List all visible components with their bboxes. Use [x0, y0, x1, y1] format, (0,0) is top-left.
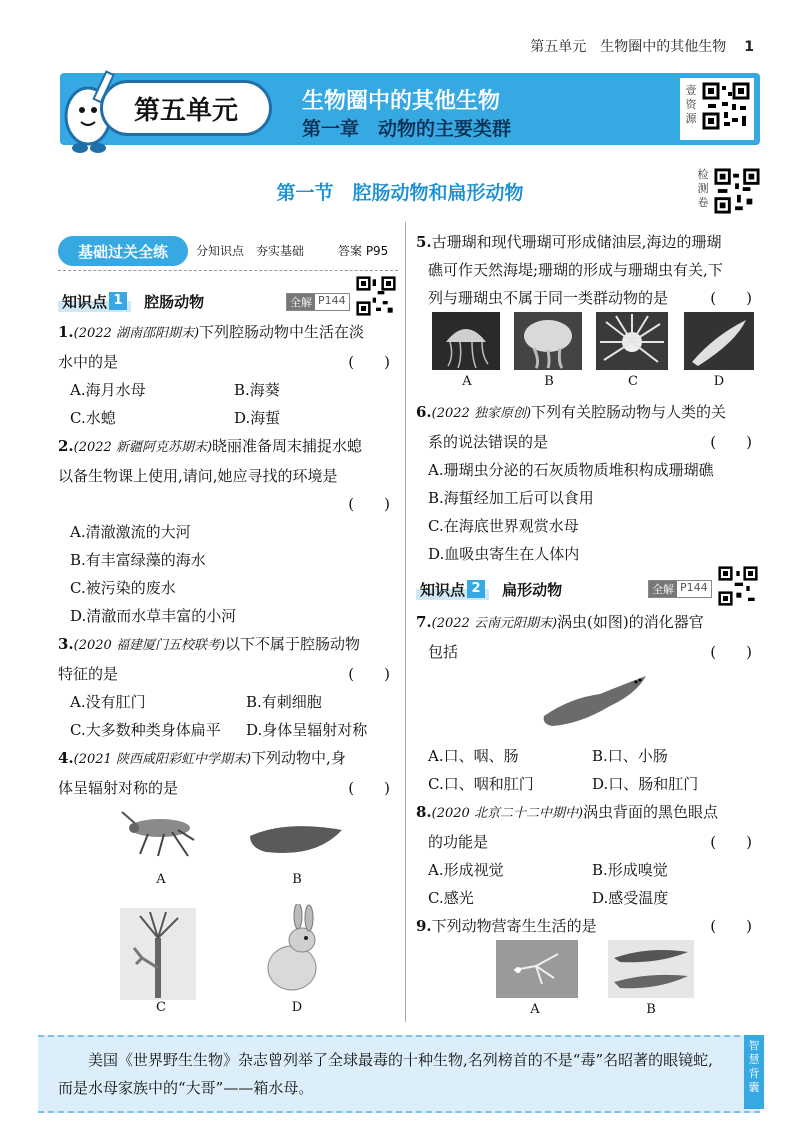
- option-a[interactable]: A.珊瑚虫分泌的石灰质物质堆积构成珊瑚礁: [428, 461, 714, 479]
- option-b[interactable]: B.形成嗅觉: [592, 861, 668, 879]
- question-5: [416, 228, 760, 256]
- question-text: 系的说法错误的是: [428, 433, 549, 451]
- answer-blank[interactable]: ( ): [348, 665, 390, 683]
- option-d[interactable]: D.血吸虫寄生在人体内: [428, 545, 580, 563]
- divider-line: [58, 270, 398, 271]
- right-column-q6: [416, 398, 760, 568]
- kp1-header: [58, 290, 204, 312]
- grasshopper-image: [118, 800, 198, 864]
- image-caption: A: [156, 872, 166, 887]
- option-c[interactable]: C.被污染的废水: [70, 579, 176, 597]
- unit-label: 第五单元: [100, 80, 272, 136]
- question-source: (2021 陕西咸阳彩虹中学期末): [73, 752, 252, 767]
- qr-code-icon[interactable]: [718, 566, 758, 606]
- question-number: 5.: [416, 233, 432, 251]
- qr-code-icon[interactable]: [702, 82, 750, 130]
- hydra-image: [120, 908, 196, 1000]
- tapeworm-image: [608, 940, 694, 998]
- full-solution-tag[interactable]: [648, 580, 712, 598]
- rabbit-image: [262, 904, 332, 996]
- question-6: [416, 398, 760, 428]
- question-text: 礁可作天然海堤;珊瑚的形成与珊瑚虫有关,下: [428, 261, 723, 279]
- question-text: 特征的是: [58, 665, 119, 683]
- answer-blank[interactable]: ( ): [348, 495, 390, 513]
- option-b[interactable]: B.有丰富绿藻的海水: [70, 551, 206, 569]
- question-source: (2022 新疆阿克苏期末): [73, 440, 213, 455]
- answer-blank[interactable]: ( ): [710, 833, 752, 851]
- flatworm-image: [246, 818, 346, 862]
- footer-text: 美国《世界野生生物》杂志曾列举了全球最毒的十种生物,名列榜首的不是“毒”名昭著的眼镜蛇,而是水母家族中的“大哥”——箱水母。: [58, 1051, 713, 1097]
- option-c[interactable]: C.口、咽和肛门: [428, 775, 534, 793]
- image-caption: A: [462, 374, 472, 389]
- full-solution-page: P144: [318, 294, 346, 307]
- question-number: 4.: [58, 749, 74, 767]
- answer-blank[interactable]: ( ): [710, 643, 752, 661]
- question-text: 古珊瑚和现代珊瑚可形成储油层,海边的珊瑚: [431, 233, 722, 251]
- qr-code-icon[interactable]: [356, 276, 396, 316]
- basic-subtitle: 分知识点 夯实基础: [196, 244, 305, 258]
- question-text: 下列腔肠动物中生活在淡: [199, 323, 365, 341]
- option-b[interactable]: B.海蜇经加工后可以食用: [428, 489, 594, 507]
- option-a[interactable]: A.没有肛门: [70, 693, 146, 711]
- question-number: 6.: [416, 403, 432, 421]
- option-a[interactable]: A.清澈激流的大河: [70, 523, 191, 541]
- option-d[interactable]: D.清澈而水草丰富的小河: [70, 607, 237, 625]
- kp-number: 1: [109, 292, 127, 310]
- image-caption: C: [628, 374, 638, 389]
- image-caption: D: [713, 374, 725, 389]
- kp-title: 腔肠动物: [144, 292, 205, 311]
- image-caption: B: [544, 374, 554, 389]
- question-text: 涡虫(如图)的消化器官: [557, 613, 704, 631]
- jellyfish-image: [432, 312, 500, 370]
- question-text: 晓丽准备周末捕捉水螅: [212, 437, 363, 455]
- question-text: 以备生物课上使用,请问,她应寻找的环境是: [58, 467, 338, 485]
- answer-blank[interactable]: ( ): [710, 289, 752, 307]
- question-3: [58, 630, 398, 660]
- option-c[interactable]: C.在海底世界观赏水母: [428, 517, 579, 535]
- answer-blank[interactable]: ( ): [348, 353, 390, 371]
- question-text: 涡虫背面的黑色眼点: [583, 803, 719, 821]
- option-d[interactable]: D.感受温度: [592, 889, 669, 907]
- option-b[interactable]: B.有刺细胞: [246, 693, 322, 711]
- knowledge-point-tag: [416, 578, 489, 600]
- full-solution-page: P144: [680, 581, 708, 594]
- section-title: 第一节 腔肠动物和扁形动物: [276, 182, 524, 204]
- answer-blank[interactable]: ( ): [348, 779, 390, 797]
- question-4: [58, 744, 398, 774]
- question-number: 8.: [416, 803, 432, 821]
- question-8: [416, 798, 760, 828]
- blood-fluke-image: [496, 940, 578, 998]
- option-c[interactable]: C.大多数种类身体扁平: [70, 721, 221, 739]
- image-caption: C: [156, 1000, 166, 1015]
- running-header: [530, 36, 754, 56]
- question-number: 1.: [58, 323, 74, 341]
- option-d[interactable]: D.身体呈辐射对称: [246, 721, 368, 739]
- question-text: 下列动物营寄生生活的是: [431, 917, 597, 935]
- question-number: 2.: [58, 437, 74, 455]
- question-number: 3.: [58, 635, 74, 653]
- question-7: [416, 608, 760, 638]
- question-1: [58, 318, 398, 348]
- question-source: (2022 云南元阳期末): [431, 616, 558, 631]
- image-caption: B: [292, 872, 302, 887]
- kp2-header: [416, 578, 562, 600]
- sea-anemone-image: [596, 312, 668, 370]
- question-number: 9.: [416, 917, 432, 935]
- right-column-q7-opts: [416, 742, 760, 940]
- image-caption: A: [530, 1002, 540, 1017]
- option-a[interactable]: A.口、咽、肠: [428, 747, 519, 765]
- planarian-image: [684, 312, 754, 370]
- question-text: 的功能是: [428, 833, 489, 851]
- running-header-text: 第五单元 生物圈中的其他生物: [530, 39, 727, 55]
- unit-title: 生物圈中的其他生物: [302, 89, 501, 114]
- option-b[interactable]: B.海葵: [234, 381, 280, 399]
- option-c[interactable]: C.水螅: [70, 409, 116, 427]
- option-a[interactable]: A.海月水母: [70, 381, 146, 399]
- question-2: [58, 432, 398, 462]
- option-b[interactable]: B.口、小肠: [592, 747, 668, 765]
- full-solution-label: 全解: [287, 294, 315, 310]
- question-text: 包括: [428, 643, 459, 661]
- question-text: 以下不属于腔肠动物: [225, 635, 361, 653]
- question-source: (2020 北京二十二中期中): [431, 806, 584, 821]
- question-text: 下列动物中,身: [251, 749, 346, 767]
- right-column-q7: [416, 608, 760, 666]
- answer-blank[interactable]: ( ): [710, 433, 752, 451]
- footer-tab: 智慧背囊: [744, 1035, 764, 1109]
- image-caption: D: [291, 1000, 303, 1015]
- question-text: 下列有关腔肠动物与人类的关: [531, 403, 727, 421]
- question-number: 7.: [416, 613, 432, 631]
- full-solution-tag[interactable]: [286, 293, 350, 311]
- chapter-title: 第一章 动物的主要类群: [302, 118, 512, 140]
- question-text: 列与珊瑚虫不属于同一类群动物的是: [428, 289, 669, 307]
- right-column: [416, 228, 760, 312]
- answer-ref: 答案 P95: [338, 244, 389, 258]
- resource-label: 壹资源: [685, 84, 697, 125]
- kp-label: 知识点: [62, 292, 108, 311]
- question-9: [416, 912, 760, 940]
- full-solution-label: 全解: [649, 581, 677, 597]
- page-number: 1: [744, 39, 754, 55]
- option-d[interactable]: D.海蜇: [234, 409, 281, 427]
- qr-code-icon[interactable]: [714, 168, 760, 214]
- kp-number: 2: [467, 580, 485, 598]
- kp-label: 知识点: [420, 580, 466, 599]
- image-caption: B: [646, 1002, 656, 1017]
- sea-jelly-image: [514, 312, 582, 370]
- planarian-figure: [540, 668, 650, 732]
- option-c[interactable]: C.感光: [428, 889, 474, 907]
- option-d[interactable]: D.口、肠和肛门: [592, 775, 699, 793]
- basic-badge: 基础过关全练: [58, 236, 188, 266]
- answer-blank[interactable]: ( ): [710, 917, 752, 935]
- question-text: 水中的是: [58, 353, 119, 371]
- question-source: (2020 福建厦门五校联考): [73, 638, 226, 653]
- question-text: 体呈辐射对称的是: [58, 779, 179, 797]
- knowledge-point-tag: [58, 290, 131, 312]
- kp-title: 扁形动物: [502, 580, 563, 599]
- check-label: 检测卷: [697, 168, 709, 209]
- question-source: (2022 湖南邵阳期末): [73, 326, 200, 341]
- option-a[interactable]: A.形成视觉: [428, 861, 504, 879]
- question-source: (2022 独家原创): [431, 406, 532, 421]
- left-column: [58, 318, 398, 802]
- column-divider: [405, 222, 406, 1022]
